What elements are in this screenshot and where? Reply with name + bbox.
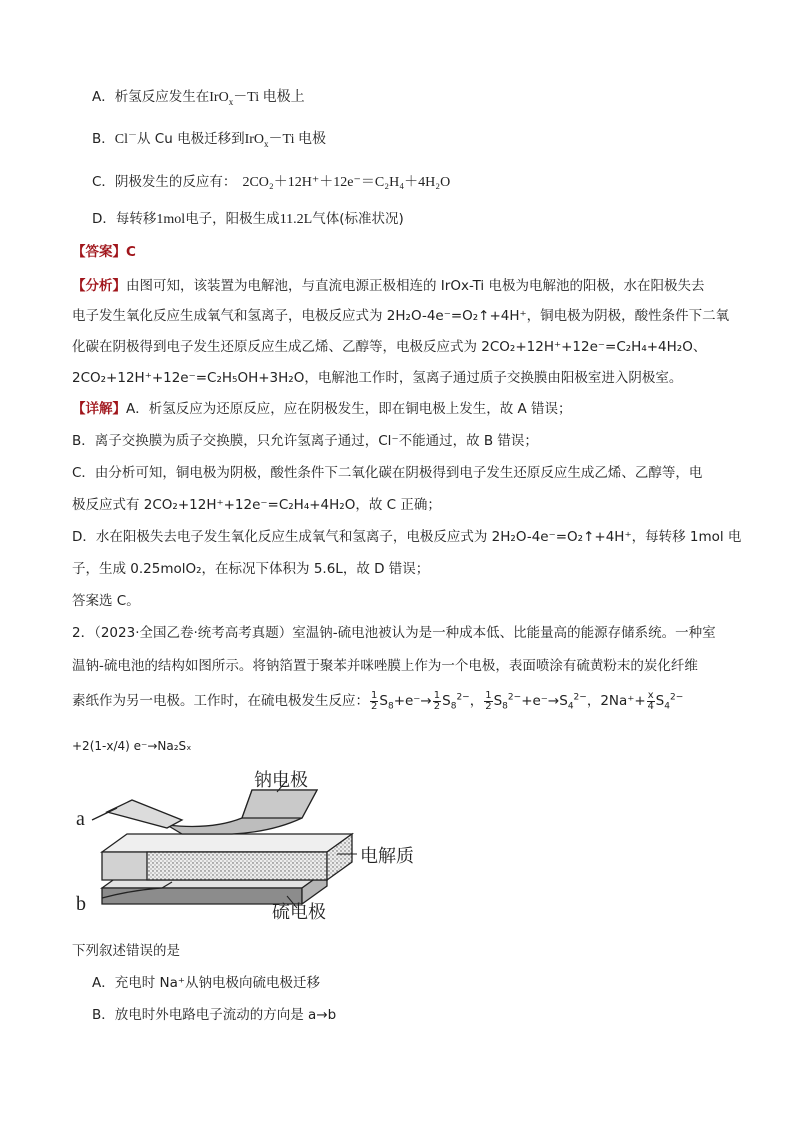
q1-option-b [92,128,326,151]
fraction: $\frac{1}{2}$ [485,689,492,712]
electrolyte-top [102,834,352,852]
analysis-text: 由图可知，该装置为电解池，与直流电源正极相连的 IrOx-Ti 电极为电解池的阳极，水在阳极失去 [126,278,705,294]
q1-option-d [92,208,404,231]
formula-irox: IrO$_x$ [209,90,234,107]
electrolyte-front [147,852,327,880]
option-text: 气体(标准状况) [312,211,404,227]
sodium-electrode-face [242,790,317,818]
option-letter: B． [92,131,115,147]
answer-label: 【答案】 [72,244,126,260]
detail-line-3: C．由分析可知，铜电极为阴极，酸性条件下二氧化碳在阴极得到电子发生还原反应生成乙烯、乙醇等，电 [72,465,703,481]
detail-text: A．析氢反应为还原反应，应在阴极发生，即在铜电极上发生，故 A 错误； [126,401,572,417]
answer-value: C [126,244,136,260]
label-b: b [76,893,86,915]
analysis-label: 【分析】 [72,278,126,294]
fraction: $\frac{1}{2}$ [433,689,441,712]
q2-stem: 下列叙述错误的是 [72,943,180,959]
equation: 2CO₂＋12H⁺＋12e⁻＝C₂H₄＋4H₂O [242,175,451,190]
formula-irox: IrO$_x$ [244,132,269,149]
q1-option-a [92,86,305,109]
detail-line-4: 极反应式有 2CO₂+12H⁺+12e⁻=C₂H₄+4H₂O，故 C 正确； [72,497,441,513]
q2-intro-2: 温钠-硫电池的结构如图所示。将钠箔置于聚苯并咪唑膜上作为一个电极，表面喷涂有硫黄粉末的炭化纤维 [72,658,698,674]
q1-option-c [92,171,450,194]
q2-intro-3: 素纸作为另一电极。工作时，在硫电极发生反应： $\frac{1}{2}$ $S_8+e^-\to$ $\frac{1}{2}$ $S_8^{2-}$， $\frac{1}{2}$ $S_8^{2-}+e^-\to S_4^{2-}$，2Na⁺+ $\frac{x}{4}$ $S_4^{2-}$ [72,689,684,712]
label-sulfur-electrode: 硫电极 [272,902,326,923]
battery-figure [72,770,432,934]
battery-diagram [72,770,432,930]
volume: 11.2L [279,212,313,227]
q2-option-b: B．放电时外电路电子流动的方向是 a→b [92,1007,337,1023]
option-text: －Ti 电极上 [233,90,305,105]
detail-line-2: B．离子交换膜为质子交换膜，只允许氢离子通过，Cl⁻不能通过，故 B 错误； [72,433,538,449]
q2-option-a: A．充电时 Na⁺从钠电极向硫电极迁移 [92,975,321,991]
option-text: 每转移 [115,211,157,227]
q2-intro-1: 2．（2023·全国乙卷·统考高考真题）室温钠-硫电池被认为是一种成本低、比能量高的能源存储系统。一种室 [72,625,716,641]
chloride: Cl [114,132,128,147]
option-letter: C． [92,174,115,190]
label-sodium-electrode: 钠电极 [254,770,308,791]
charge: － [128,130,138,141]
fraction: $\frac{1}{2}$ [371,689,378,712]
label-electrolyte: 电解质 [360,846,414,867]
analysis-line-2: 电子发生氧化反应生成氧气和氢离子，电极反应式为 2H₂O-4e⁻=O₂↑+4H⁺，铜电极为阴极，酸性条件下二氧 [72,308,730,324]
analysis-line-4: 2CO₂+12H⁺+12e⁻=C₂H₅OH+3H₂O，电解池工作时，氢离子通过质子交换膜由阳极室进入阴极室。 [72,370,683,386]
detail-label: 【详解】 [72,401,126,417]
analysis-line-3: 化碳在阴极得到电子发生还原反应生成乙烯、乙醇等，电极反应式为 2CO₂+12H⁺+12e⁻=C₂H₄+4H₂O、 [72,339,707,355]
conclusion: 答案选 C。 [72,593,140,609]
label-a: a [76,808,85,830]
option-text: 从 Cu 电极迁移到 [137,131,245,147]
option-text: 电子，阳极生成 [185,211,280,227]
detail-line-6: 子，生成 0.25molO₂，在标况下体积为 5.6L，故 D 错误； [72,561,430,577]
lead-a-tab [107,800,182,828]
option-letter: A． [92,89,115,105]
analysis-line-1 [72,275,704,297]
quantity: 1mol [156,212,186,227]
option-text: 阴极发生的反应有： [114,174,237,190]
intro-text: 素纸作为另一电极。工作时，在硫电极发生反应： [72,693,369,709]
q2-reaction-tail: +2(1-x/4) e⁻→Na₂Sₓ [72,739,192,753]
detail-line-1 [72,398,572,420]
answer-line [72,241,136,263]
option-text: －Ti 电极 [268,132,326,147]
detail-line-5: D．水在阳极失去电子发生氧化反应生成氧气和氢离子，电极反应式为 2H₂O-4e⁻=O₂↑+4H⁺，每转移 1mol 电 [72,529,742,545]
option-text: 析氢反应发生在 [114,89,210,105]
fraction: $\frac{x}{4}$ [647,689,654,712]
option-letter: D． [92,211,116,227]
